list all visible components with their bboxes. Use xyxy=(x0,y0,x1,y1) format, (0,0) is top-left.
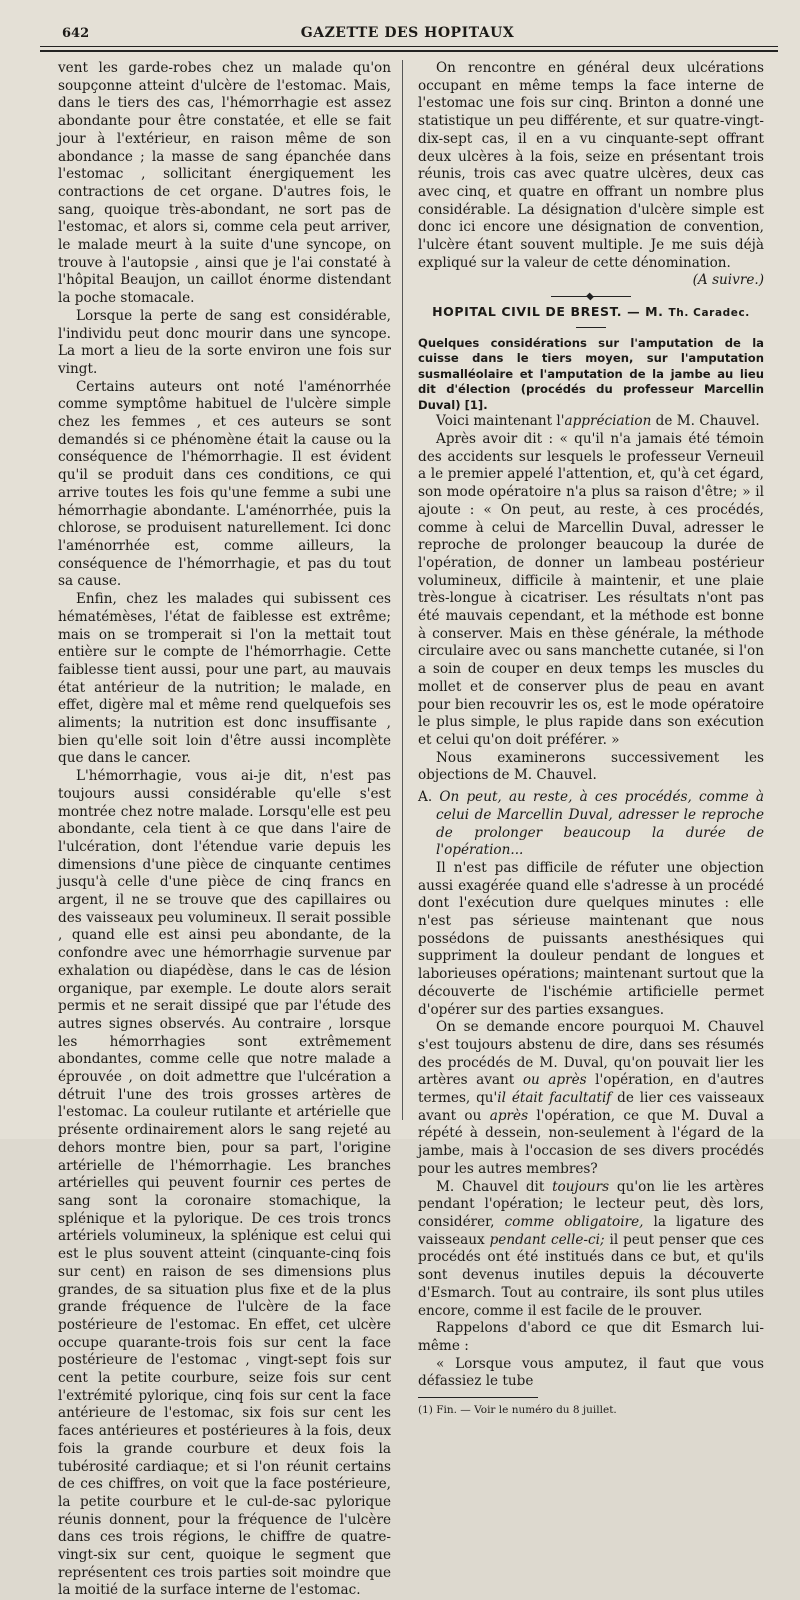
emphasis: il était facultatif xyxy=(497,1090,612,1107)
emphasis: toujours xyxy=(552,1178,610,1195)
emphasis: appréciation xyxy=(564,413,652,430)
paragraph: On rencontre en général deux ulcérations occupant en même temps la face interne de l'estomac une fois sur cinq. Brinton a donné une statistique un peu différente, et sur quatre-vingt-dix-sept cas, il en a vu cinquante-sept offrant deux ulcères à la fois, seize en présentant trois réunis, trois cas avec quatre ulcères, deux cas avec cinq, et quatre en offrant un nombre plus considérable. La désignation d'ulcère simple est donc ici encore une désignation de convention, l'ulcère étant souvent multiple. Je me suis déjà expliqué sur la valeur de cette dénomination. xyxy=(418,60,764,271)
right-column xyxy=(418,60,764,1420)
paragraph xyxy=(418,1179,764,1321)
hospital-author: Th. Caradec. xyxy=(668,307,750,320)
paragraph: L'hémorrhagie, vous ai-je dit, n'est pas toujours aussi considérable qu'elle s'est montrée chez notre malade. Lorsqu'elle est peu abondante, cela tient à ce que dans l'aire de l'ulcération, dont l'étendue varie depuis les dimensions d'une pièce de cinquante centimes jusqu'à celle d'une pièce de cinq francs en argent, il ne se trouve que des capillaires ou des vaisseaux peu volumineux. Il serait possible , quand elle est ainsi peu abondante, de la confondre avec une hémorrhagie survenue par exhalation ou diapédèse, dans le cas de lésion organique, par exemple. Le doute alors serait permis et ne serait dissipé que par l'étude des autres signes observés. Au contraire , lorsque les hémorrhagies sont extrêmement abondantes, comme celle que notre malade a éprouvée , on doit admettre que l'ulcération a détruit l'une des trois grosses artères de l'estomac. La couleur rutilante et artérielle que présente ordinairement alors le sang rejeté au dehors montre bien, pour sa part, l'origine artérielle de l'hémorrhagie. Les branches artérielles qui peuvent fournir ces pertes de sang sont la coronaire stomachique, la splénique et la pylorique. De ces trois troncs artériels volumineux, la splénique est celui qui est le plus souvent atteint (cinquante-cinq fois sur cent) en raison de ses dimensions plus grandes, de sa situation plus fixe et de la plus grande fréquence de l'ulcère de la face postérieure de l'estomac. En effet, cet ulcère occupe quarante-trois fois sur cent la face postérieure de l'estomac , vingt-sept fois sur cent la petite courbure, seize fois sur cent l'extrémité pylorique, cinq fois sur cent la face antérieure de l'estomac, six fois sur cent les faces antérieures et postérieures à la fois, deux fois la grande courbure et deux fois la tubérosité cardiaque; et si l'on réunit certains de ces chiffres, on voit que la face postérieure, la petite courbure et le cul-de-sac pylorique réunis donnent, pour la fréquence de l'ulcère dans ces trois régions, le chiffre de quatre-vingt-six sur cent, quoique le segment que représentent ces trois parties soit moindre que la moitié de la surface interne de l'estomac. xyxy=(58,768,391,1599)
text-run: il peut penser que ces procédés ont été institués dans ce but, et qu'ils sont devenus inutiles depuis la découverte d'Esmarch. Tout au contraire, ils sont plus utiles encore, comme il est facile de le prouver. xyxy=(418,1231,764,1319)
objection-point xyxy=(418,789,764,860)
footnote: (1) Fin. — Voir le numéro du 8 juillet. xyxy=(418,1404,617,1417)
paragraph: vent les garde-robes chez un malade qu'on soupçonne atteint d'ulcère de l'estomac. Mais, dans le tiers des cas, l'hémorrhagie est assez abondante pour être constatée, et elle se fait jour à l'extérieur, en raison même de son abondance ; la masse de sang épanchée dans l'estomac , sollicitant énergiquement les contractions de cet organe. D'autres fois, le sang, quoique très-abondant, ne sort pas de l'estomac, et alors si, comme cela peut arriver, le malade meurt à la suite d'une syncope, on trouve à l'autopsie , ainsi que je l'ai constaté à l'hôpital Beaujon, un caillot énorme distendant la poche stomacale. xyxy=(58,60,391,307)
paragraph: Il n'est pas difficile de réfuter une objection aussi exagérée quand elle s'adresse à un procédé dont l'exécution dure quelques minutes : elle n'est pas sérieuse maintenant que nous possédons de puissants anesthésiques qui suppriment la douleur pendant de longues et laborieuses opérations; maintenant surtout que la découverte de l'ischémie artificielle permet d'opérer sur des parties exsangues. xyxy=(418,859,764,1018)
text-run: M. Chauvel dit xyxy=(436,1178,553,1195)
hospital-heading xyxy=(418,303,764,323)
text-run: l'opération, ce que M. Duval a répété à dessein, non-seulement à l'égard de la jambe, mais à l'occasion de ses divers procédés pour les autres membres? xyxy=(418,1107,764,1177)
text-run: Voici maintenant l' xyxy=(436,413,565,430)
text-run: de M. Chauvel. xyxy=(651,413,760,430)
text-run: qu'on lie les artères pendant l'opération; le lecteur peut, dès lors, considérer, xyxy=(418,1178,764,1230)
paragraph: Nous examinerons successivement les objections de M. Chauvel. xyxy=(418,749,764,784)
paragraph: Après avoir dit : « qu'il n'a jamais été témoin des accidents sur lesquels le professeur Verneuil a le premier appelé l'attention, et, qu'à cet égard, son mode opératoire n'a plus sa raison d'être; » il ajoute : « On peut, au reste, à ces procédés, comme à celui de Marcellin Duval, adresser le reproche de prolonger beaucoup la durée de l'opération, de donner un lambeau postérieur volumineux, difficile à maintenir, et une plaie très-longue à cicatriser. Les résultats n'ont pas été mauvais cependant, et la méthode est bonne à conserver. Mais en thèse générale, la méthode circulaire avec ou sans manchette cutanée, si l'on a soin de couper en deux temps les muscles du mollet et de conserver plus de peau en avant pour bien recouvrir les os, est le mode opératoire le plus simple, le plus rapide dans son exécution et celui qu'on doit préférer. » xyxy=(418,431,764,748)
footnote-rule xyxy=(418,1397,538,1398)
emphasis: ou après xyxy=(522,1072,587,1089)
left-column xyxy=(58,60,391,1600)
emphasis: pendant celle-ci; xyxy=(489,1231,605,1248)
paragraph: Rappelons d'abord ce que dit Esmarch lui-même : xyxy=(418,1320,764,1354)
hospital-name: HOPITAL CIVIL DE BREST. — M. xyxy=(432,304,669,320)
title-separator xyxy=(576,327,606,328)
text-run: l'opération, en d'autres termes, qu' xyxy=(418,1072,764,1107)
paragraph: Certains auteurs ont noté l'aménorrhée comme symptôme habituel de l'ulcère simple chez les femmes , et ces auteurs se sont demandés si ce phénomène était la cause ou la conséquence de l'hémorrhagie. Il est évident qu'il se produit dans ces conditions, ce qui arrive toutes les fois qu'une femme a subi une hémorrhagie abondante. L'aménorrhée, puis la chlorose, se produisent naturellement. Ici donc l'aménorrhée est, comme ailleurs, la conséquence de l'hémorrhagie, et pas du tout sa cause. xyxy=(58,378,391,590)
paragraph: Enfin, chez les malades qui subissent ces hématémèses, l'état de faiblesse est extrême; mais on se tromperait si l'on la mettait tout entière sur le compte de l'hémorrhagie. Cette faiblesse tient aussi, pour une part, au mauvais état antérieur de la nutrition; le malade, en effet, digère mal et même rend quelquefois ses aliments; la nutrition est donc insuffisante , bien qu'elle soit loin d'être aussi incomplète que dans le cancer. xyxy=(58,591,391,767)
text-run: de lier ces vaisseaux avant ou xyxy=(418,1090,764,1124)
page-number: 642 xyxy=(62,26,90,41)
emphasis: après xyxy=(489,1107,529,1124)
header-rule-thick xyxy=(40,50,778,52)
text-run: On se demande encore pourquoi M. Chauvel s'est toujours abstenu de dire, dans ses résumés des procédés de M. Duval, qu'on pouvait lier les artères avant xyxy=(418,1019,764,1089)
text-run: la ligature des vaisseaux xyxy=(418,1213,764,1248)
journal-title: GAZETTE DES HOPITAUX xyxy=(300,25,515,41)
paragraph: Lorsque la perte de sang est considérable, l'individu peut donc mourir dans une syncope. La mort a lieu de la sorte environ une fois sur vingt. xyxy=(58,307,391,377)
page-header xyxy=(40,22,775,44)
paragraph xyxy=(418,1019,764,1178)
paragraph xyxy=(418,413,764,431)
to-be-continued: (A suivre.) xyxy=(692,272,764,289)
point-text: On peut, au reste, à ces procédés, comme à celui de Marcellin Duval, adresser le reproche de prolonger beaucoup la durée de l'opération... xyxy=(436,789,764,859)
column-divider xyxy=(402,60,403,1120)
section-separator xyxy=(551,296,631,297)
point-label: A. xyxy=(418,789,433,806)
article-title: Quelques considérations sur l'amputation de la cuisse dans le tiers moyen, sur l'amputation susmalléolaire et l'amputation de la jambe au lieu dit d'élection (procédés du professeur Marcellin Duval) [1]. xyxy=(418,335,764,412)
emphasis: comme obligatoire, xyxy=(504,1213,644,1230)
paragraph: « Lorsque vous amputez, il faut que vous défassiez le tube xyxy=(418,1355,764,1390)
header-rule-thin xyxy=(40,46,778,47)
